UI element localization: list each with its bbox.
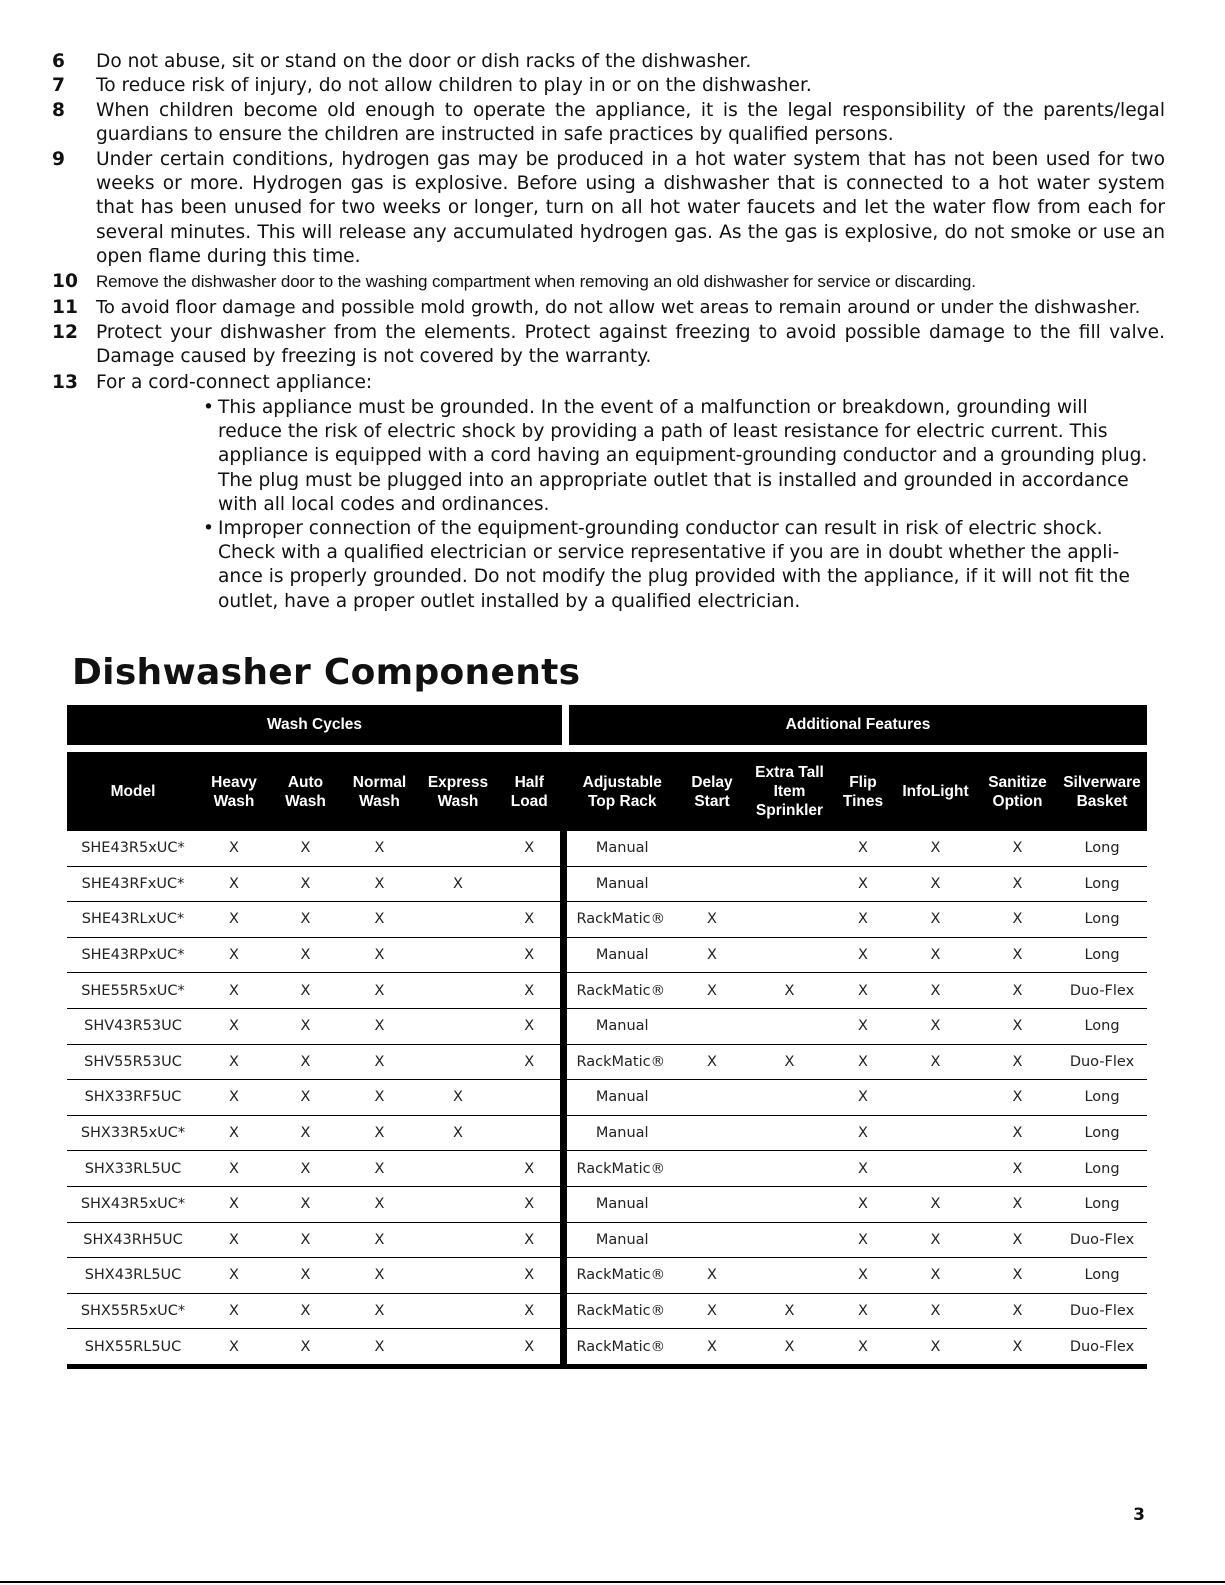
table-cell: X — [199, 1151, 269, 1187]
table-cell — [746, 1258, 833, 1294]
table-cell: X — [978, 1222, 1057, 1258]
table-cell: X — [833, 1115, 893, 1151]
table-cell — [417, 902, 499, 938]
section-title: Dishwasher Components — [72, 652, 581, 693]
table-cell: X — [199, 1258, 269, 1294]
item-8 — [52, 99, 1165, 147]
table-cell: X — [417, 866, 499, 902]
column-header: Flip Tines — [833, 752, 893, 831]
table-cell: X — [746, 973, 833, 1009]
model-cell: SHE43RFxUC* — [67, 866, 199, 902]
table-cell: X — [342, 1222, 417, 1258]
table-cell: RackMatic® — [563, 1258, 678, 1294]
item-11 — [52, 296, 1165, 320]
table-cell: X — [499, 1186, 563, 1222]
table-cell: X — [833, 1222, 893, 1258]
table-cell: X — [199, 902, 269, 938]
table-cell: X — [499, 831, 563, 866]
table-cell: Duo-Flex — [1057, 1329, 1147, 1367]
table-cell: Long — [1057, 1151, 1147, 1187]
item-text: Under certain conditions, hydrogen gas may be produced in a hot water system that has not been used for two weeks or more. Hydrogen gas is explosive. Before using a dishwasher that is connected to a hot water system that has been unused for two weeks or longer, turn on all hot water faucets and let the water flow from each for several minutes. This will release any accumulated hydrogen gas. As the gas is explosive, do not smoke or use an open flame during this time. — [96, 149, 1165, 267]
table-cell: X — [893, 902, 978, 938]
table-cell — [678, 1080, 746, 1116]
table-cell: X — [199, 1008, 269, 1044]
column-header: Express Wash — [417, 752, 499, 831]
table-row — [67, 937, 1147, 973]
table-cell — [893, 1151, 978, 1187]
column-header: InfoLight — [893, 752, 978, 831]
group-header-additional-features: Additional Features — [569, 705, 1147, 745]
table-cell: X — [833, 973, 893, 1009]
table-cell: RackMatic® — [563, 902, 678, 938]
table-cell: X — [342, 1080, 417, 1116]
table-cell: Duo-Flex — [1057, 1293, 1147, 1329]
table-row — [67, 1222, 1147, 1258]
table-cell: X — [199, 1293, 269, 1329]
table-cell — [417, 1151, 499, 1187]
table-cell: X — [342, 973, 417, 1009]
table-cell — [499, 1115, 563, 1151]
table-cell: RackMatic® — [563, 1293, 678, 1329]
table-cell: X — [833, 1008, 893, 1044]
model-cell: SHX33R5xUC* — [67, 1115, 199, 1151]
item-text: Protect your dishwasher from the elements. Protect against freezing to avoid possible damage to the fill valve. Damage caused by freezing is not covered by the warranty. — [96, 322, 1165, 368]
table-cell: X — [499, 1044, 563, 1080]
table-cell: X — [893, 866, 978, 902]
table-row — [67, 902, 1147, 938]
table-cell: X — [499, 902, 563, 938]
table-cell: X — [342, 1008, 417, 1044]
model-cell: SHE55R5xUC* — [67, 973, 199, 1009]
table-cell: X — [978, 1115, 1057, 1151]
table-cell: X — [978, 1080, 1057, 1116]
table-cell: X — [893, 937, 978, 973]
table-cell: X — [978, 1329, 1057, 1367]
table-cell: Long — [1057, 1008, 1147, 1044]
model-cell: SHX43RL5UC — [67, 1258, 199, 1294]
cord-connect-bullets — [200, 396, 1157, 614]
table-cell: X — [342, 1151, 417, 1187]
table-cell: Duo-Flex — [1057, 973, 1147, 1009]
table-row — [67, 866, 1147, 902]
table-cell: X — [978, 973, 1057, 1009]
item-7 — [52, 74, 1165, 98]
table-row — [67, 1329, 1147, 1367]
table-cell: X — [269, 1186, 342, 1222]
column-header: Heavy Wash — [199, 752, 269, 831]
table-cell: Long — [1057, 1115, 1147, 1151]
table-cell: X — [342, 902, 417, 938]
column-header: Normal Wash — [342, 752, 417, 831]
table-cell: X — [199, 1186, 269, 1222]
table-cell: X — [833, 1044, 893, 1080]
bullet-text: Improper connection of the equipment-grounding conductor can result in risk of electric shock. Check with a qualified electrician or service representative if you are in doubt whether the appli-ance is properly grounded. Do not modify the plug provided with the appliance, if it will not fit the outlet, have a proper outlet installed by a qualified electrician. — [218, 518, 1130, 612]
table-cell: Manual — [563, 1080, 678, 1116]
table-cell: X — [269, 1293, 342, 1329]
table-cell — [893, 1115, 978, 1151]
table-cell: Manual — [563, 1115, 678, 1151]
table-cell: Manual — [563, 1008, 678, 1044]
table-row — [67, 1293, 1147, 1329]
table-cell: Duo-Flex — [1057, 1222, 1147, 1258]
table-cell — [417, 937, 499, 973]
item-number: 10 — [52, 271, 78, 292]
column-header: Half Load — [499, 752, 563, 831]
table-cell: Long — [1057, 1080, 1147, 1116]
item-9 — [52, 148, 1165, 269]
table-cell: X — [199, 1329, 269, 1367]
table-cell: X — [893, 1008, 978, 1044]
table-cell: X — [269, 1080, 342, 1116]
column-header: Sanitize Option — [978, 752, 1057, 831]
table-cell: X — [417, 1115, 499, 1151]
table-cell: RackMatic® — [563, 1329, 678, 1367]
model-cell: SHX55R5xUC* — [67, 1293, 199, 1329]
table-cell: X — [342, 1329, 417, 1367]
model-cell: SHE43R5xUC* — [67, 831, 199, 866]
table-cell: X — [833, 866, 893, 902]
table-header-row — [67, 752, 1147, 831]
table-cell: X — [833, 1080, 893, 1116]
table-cell: X — [678, 973, 746, 1009]
table-cell: X — [833, 937, 893, 973]
table-cell: X — [893, 1258, 978, 1294]
table-cell: X — [269, 1258, 342, 1294]
table-row — [67, 1044, 1147, 1080]
table-cell — [678, 1186, 746, 1222]
table-cell: X — [978, 831, 1057, 866]
model-cell: SHX55RL5UC — [67, 1329, 199, 1367]
table-cell: X — [833, 831, 893, 866]
model-cell: SHX43R5xUC* — [67, 1186, 199, 1222]
table-cell: X — [678, 937, 746, 973]
item-number: 11 — [52, 297, 78, 318]
item-text: When children become old enough to operate the appliance, it is the legal responsibility of the parents/legal guardians to ensure the children are instructed in safe practices by qualified persons. — [96, 100, 1165, 146]
bullet-dot-icon: • — [203, 518, 214, 540]
table-cell: X — [678, 1258, 746, 1294]
item-number: 6 — [52, 51, 65, 72]
table-cell: X — [978, 1186, 1057, 1222]
table-cell — [746, 1186, 833, 1222]
table-cell: X — [342, 1044, 417, 1080]
table-cell: RackMatic® — [563, 1151, 678, 1187]
column-header: Extra Tall Item Sprinkler — [746, 752, 833, 831]
table-cell: X — [893, 1186, 978, 1222]
table-cell — [499, 1080, 563, 1116]
table-cell — [746, 866, 833, 902]
table-cell: X — [499, 1151, 563, 1187]
table-cell: X — [499, 1293, 563, 1329]
table-cell — [678, 1222, 746, 1258]
table-cell — [417, 1293, 499, 1329]
table-cell: X — [269, 1222, 342, 1258]
table-cell: X — [893, 831, 978, 866]
table-cell: X — [342, 937, 417, 973]
table-cell — [417, 1044, 499, 1080]
table-cell — [746, 1008, 833, 1044]
table-cell: X — [978, 1258, 1057, 1294]
table-cell: X — [499, 937, 563, 973]
table-cell: X — [199, 1080, 269, 1116]
table-cell: X — [978, 866, 1057, 902]
table-cell — [746, 1222, 833, 1258]
table-cell — [417, 1258, 499, 1294]
model-cell: SHX43RH5UC — [67, 1222, 199, 1258]
table-cell: X — [499, 1258, 563, 1294]
table-cell: X — [833, 1151, 893, 1187]
table-cell: Duo-Flex — [1057, 1044, 1147, 1080]
table-cell: X — [342, 1115, 417, 1151]
table-cell: X — [269, 937, 342, 973]
table-cell — [417, 831, 499, 866]
column-header: Model — [67, 752, 199, 831]
column-header: Silverware Basket — [1057, 752, 1147, 831]
table-cell: X — [893, 973, 978, 1009]
page-number: 3 — [1133, 1505, 1145, 1525]
table-cell: X — [199, 937, 269, 973]
model-cell: SHV55R53UC — [67, 1044, 199, 1080]
table-cell: X — [746, 1329, 833, 1367]
column-header: Auto Wash — [269, 752, 342, 831]
item-6 — [52, 50, 1165, 74]
column-header: Adjustable Top Rack — [563, 752, 678, 831]
table-row — [67, 1008, 1147, 1044]
table-cell — [417, 1329, 499, 1367]
item-number: 13 — [52, 372, 78, 393]
table-cell — [417, 1008, 499, 1044]
model-cell: SHV43R53UC — [67, 1008, 199, 1044]
table-cell: X — [893, 1044, 978, 1080]
table-row — [67, 1115, 1147, 1151]
table-row — [67, 1151, 1147, 1187]
table-cell: Manual — [563, 937, 678, 973]
table-cell: RackMatic® — [563, 1044, 678, 1080]
table-cell: Long — [1057, 866, 1147, 902]
table-cell — [746, 831, 833, 866]
table-cell — [417, 973, 499, 1009]
table-cell: X — [978, 902, 1057, 938]
table-cell: X — [417, 1080, 499, 1116]
components-table — [67, 752, 1147, 1369]
table-cell — [746, 937, 833, 973]
table-cell — [417, 1186, 499, 1222]
item-text: For a cord-connect appliance: — [96, 372, 373, 393]
table-cell — [746, 1080, 833, 1116]
model-cell: SHX33RL5UC — [67, 1151, 199, 1187]
table-cell: X — [269, 1115, 342, 1151]
table-cell: X — [342, 1186, 417, 1222]
table-cell: X — [342, 1258, 417, 1294]
table-cell: Long — [1057, 902, 1147, 938]
item-number: 9 — [52, 149, 65, 170]
table-cell: X — [746, 1293, 833, 1329]
table-cell: Long — [1057, 1258, 1147, 1294]
table-cell: X — [978, 1008, 1057, 1044]
item-13 — [52, 371, 1165, 395]
table-cell: X — [269, 831, 342, 866]
table-cell: X — [269, 1329, 342, 1367]
table-cell: X — [978, 1151, 1057, 1187]
table-cell: X — [342, 1293, 417, 1329]
table-cell: X — [978, 1293, 1057, 1329]
table-cell: X — [893, 1329, 978, 1367]
group-header-wash-cycles: Wash Cycles — [67, 705, 562, 745]
item-text: To reduce risk of injury, do not allow children to play in or on the dishwasher. — [96, 75, 812, 96]
item-text: Remove the dishwasher door to the washing compartment when removing an old dishwasher for service or discarding. — [96, 272, 976, 291]
table-row — [67, 973, 1147, 1009]
item-number: 7 — [52, 75, 65, 96]
table-cell — [499, 866, 563, 902]
table-cell: X — [678, 902, 746, 938]
table-cell: X — [893, 1222, 978, 1258]
table-row — [67, 1258, 1147, 1294]
item-text: To avoid floor damage and possible mold growth, do not allow wet areas to remain around or under the dishwasher. — [96, 297, 1141, 318]
table-cell: X — [269, 973, 342, 1009]
table-cell: X — [199, 1222, 269, 1258]
table-cell: Manual — [563, 1222, 678, 1258]
table-cell: X — [269, 902, 342, 938]
table-cell: X — [499, 973, 563, 1009]
table-cell: X — [833, 1186, 893, 1222]
table-cell: X — [199, 1044, 269, 1080]
table-cell: X — [269, 1151, 342, 1187]
bullet-item — [200, 396, 1157, 517]
table-row — [67, 831, 1147, 866]
table-cell: X — [269, 1008, 342, 1044]
table-cell: X — [269, 1044, 342, 1080]
model-cell: SHX33RF5UC — [67, 1080, 199, 1116]
table-cell: X — [199, 1115, 269, 1151]
item-12 — [52, 321, 1165, 369]
table-cell — [678, 866, 746, 902]
table-cell: X — [678, 1044, 746, 1080]
table-cell: X — [978, 1044, 1057, 1080]
model-cell: SHE43RPxUC* — [67, 937, 199, 973]
table-cell — [417, 1222, 499, 1258]
table-cell — [746, 1115, 833, 1151]
table-cell: X — [342, 866, 417, 902]
item-10 — [52, 270, 1165, 294]
table-cell: Manual — [563, 831, 678, 866]
table-cell: X — [499, 1329, 563, 1367]
bullet-text: This appliance must be grounded. In the event of a malfunction or breakdown, grounding will reduce the risk of electric shock by providing a path of least resistance for electric current. This appliance is equipped with a cord having an equipment-grounding conductor and a grounding plug. The plug must be plugged into an appropriate outlet that is installed and grounded in accordance with all local codes and ordinances. — [218, 397, 1148, 515]
table-cell: X — [833, 1329, 893, 1367]
bottom-rule — [0, 1581, 1225, 1583]
table-cell: Long — [1057, 937, 1147, 973]
table-cell: X — [746, 1044, 833, 1080]
table-cell: RackMatic® — [563, 973, 678, 1009]
table-cell: X — [499, 1222, 563, 1258]
table-cell — [746, 902, 833, 938]
table-cell: X — [199, 866, 269, 902]
column-header: Delay Start — [678, 752, 746, 831]
table-cell — [746, 1151, 833, 1187]
table-cell: X — [199, 831, 269, 866]
table-cell: X — [499, 1008, 563, 1044]
table-cell: X — [893, 1293, 978, 1329]
table-cell — [893, 1080, 978, 1116]
bullet-item — [200, 517, 1157, 614]
table-cell — [678, 1151, 746, 1187]
table-cell: X — [678, 1293, 746, 1329]
model-cell: SHE43RLxUC* — [67, 902, 199, 938]
table-cell: X — [342, 831, 417, 866]
item-text: Do not abuse, sit or stand on the door or dish racks of the dishwasher. — [96, 51, 752, 72]
table-cell: X — [199, 973, 269, 1009]
table-cell: Manual — [563, 1186, 678, 1222]
table-cell: X — [833, 902, 893, 938]
table-cell: Long — [1057, 831, 1147, 866]
table-cell: Manual — [563, 866, 678, 902]
bullet-dot-icon: • — [203, 397, 214, 418]
item-number: 8 — [52, 100, 65, 121]
table-cell — [678, 831, 746, 866]
table-cell: X — [678, 1329, 746, 1367]
table-cell: X — [833, 1293, 893, 1329]
table-cell — [678, 1008, 746, 1044]
table-cell — [678, 1115, 746, 1151]
table-cell: X — [269, 866, 342, 902]
table-cell: Long — [1057, 1186, 1147, 1222]
table-cell: X — [978, 937, 1057, 973]
table-row — [67, 1080, 1147, 1116]
table-cell: X — [833, 1258, 893, 1294]
item-number: 12 — [52, 322, 78, 343]
table-row — [67, 1186, 1147, 1222]
